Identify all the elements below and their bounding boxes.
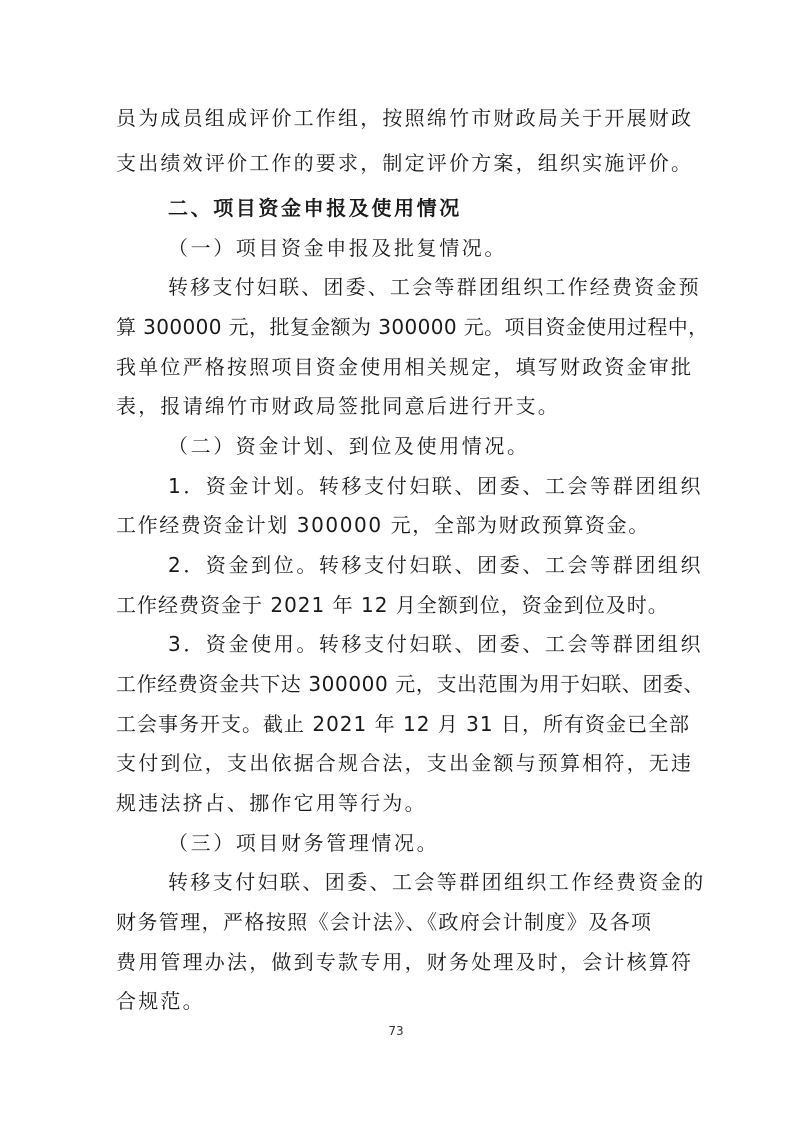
body-line: 规违法挤占、挪作它用等行为。 — [116, 791, 427, 815]
subsection-heading: （二）资金计划、到位及使用情况。 — [168, 434, 530, 458]
subsection-heading: （一）项目资金申报及批复情况。 — [168, 236, 507, 260]
body-line: 工作经费资金共下达 300000 元，支出范围为用于妇联、团委、 — [116, 672, 705, 696]
body-line: 员为成员组成评价工作组，按照绵竹市财政局关于开展财政 — [116, 106, 694, 130]
body-line: 支付到位，支出依据合规合法，支出金额与预算相符，无违 — [116, 751, 694, 775]
body-line: 费用管理办法，做到专款专用，财务处理及时，会计核算符 — [116, 950, 694, 974]
section-heading: 二、项目资金申报及使用情况 — [168, 196, 462, 220]
body-line: 转移支付妇联、团委、工会等群团组织工作经费资金预 — [168, 275, 701, 299]
body-line: 工作经费资金于 2021 年 12 月全额到位，资金到位及时。 — [116, 593, 669, 617]
page-number: 73 — [388, 1024, 404, 1038]
body-line: 1．资金计划。转移支付妇联、团委、工会等群团组织 — [168, 474, 704, 498]
body-line: 表，报请绵竹市财政局签批同意后进行开支。 — [116, 394, 560, 418]
body-line: 3．资金使用。转移支付妇联、团委、工会等群团组织 — [168, 632, 704, 656]
body-line: 算 300000 元，批复金额为 300000 元。项目资金使用过程中， — [116, 315, 709, 339]
body-line: 工会事务开支。截止 2021 年 12 月 31 日，所有资金已全部 — [116, 712, 690, 736]
body-line: 工作经费资金计划 300000 元，全部为财政预算资金。 — [116, 513, 650, 537]
body-line: 合规范。 — [116, 989, 205, 1013]
subsection-heading: （三）项目财务管理情况。 — [168, 831, 440, 855]
body-line: 支出绩效评价工作的要求，制定评价方案，组织实施评价。 — [116, 151, 694, 175]
body-line: 财务管理，严格按照《会计法》、《政府会计制度》及各项 — [116, 910, 653, 934]
body-line: 转移支付妇联、团委、工会等群团组织工作经费资金的 — [168, 870, 706, 894]
body-line: 2．资金到位。转移支付妇联、团委、工会等群团组织 — [168, 553, 704, 577]
body-line: 我单位严格按照项目资金使用相关规定，填写财政资金审批 — [116, 355, 694, 379]
